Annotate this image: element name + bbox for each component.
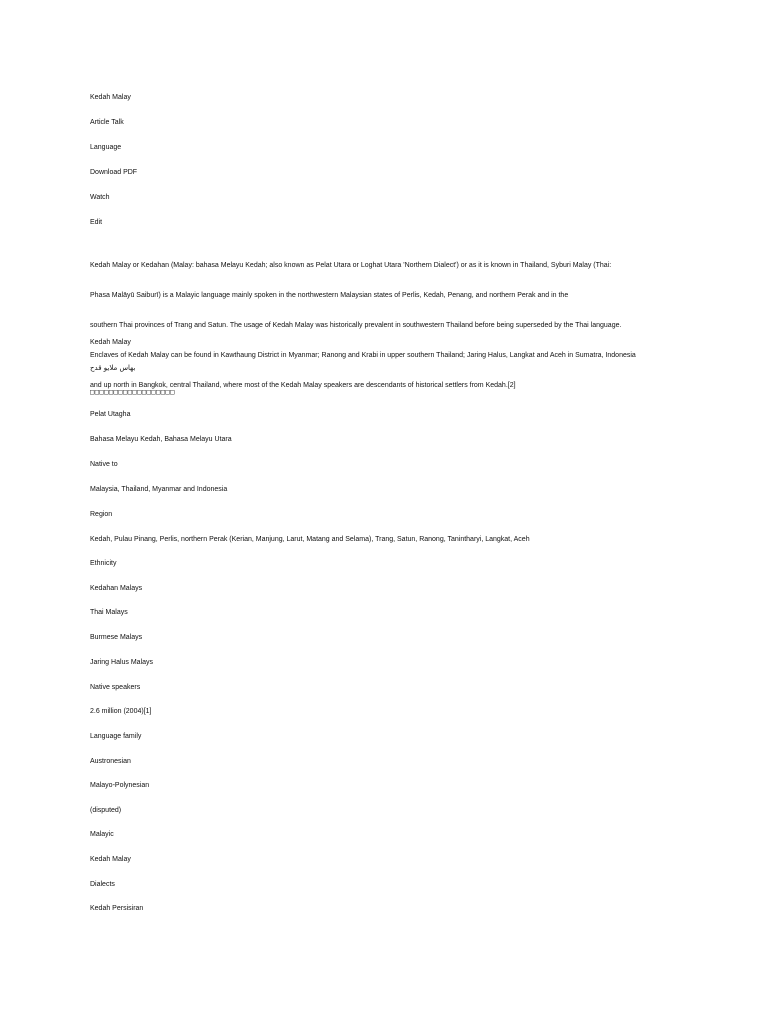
dialects-label: Dialects: [90, 881, 115, 888]
intro-line: southern Thai provinces of Trang and Satun. The usage of Kedah Malay was historically prevalent in southwestern Thailand before being superseded by the Thai language.: [90, 322, 622, 329]
ethnicity-label: Ethnicity: [90, 560, 117, 567]
native-to-value[interactable]: Malaysia, Thailand, Myanmar and Indonesia: [90, 486, 228, 493]
download-pdf-link[interactable]: Download PDF: [90, 169, 138, 176]
language-link[interactable]: Language: [90, 144, 122, 151]
region-label: Region: [90, 511, 113, 518]
infobox-thai-name: □□□□□□□□□□□□□□□□□□: [90, 388, 175, 396]
infobox-jawi-name: بهاس ملايو قدح: [90, 364, 136, 372]
language-family-item[interactable]: Malayo-Polynesian: [90, 782, 150, 789]
language-family-item: Kedah Malay: [90, 856, 131, 863]
edit-link[interactable]: Edit: [90, 219, 103, 226]
language-family-item[interactable]: Malayic: [90, 831, 114, 838]
infobox-local-name: Pelat Utagha: [90, 411, 131, 418]
intro-line: Phasa Malāyū Saiburī) is a Malayic language mainly spoken in the northwestern Malaysian states of Perlis, Kedah, Penang, and northern Perak and in the: [90, 292, 569, 299]
intro-line: Kedah Malay or Kedahan (Malay: bahasa Melayu Kedah; also known as Pelat Utara or Loghat Utara 'Northern Dialect') or as it is known in Thailand, Syburi Malay (Thai:: [90, 262, 612, 269]
intro-line: Enclaves of Kedah Malay can be found in Kawthaung District in Myanmar; Ranong and Krabi in upper southern Thailand; Jaring Halus, Langkat and Aceh in Sumatra, Indonesia: [90, 352, 636, 359]
intro-line: and up north in Bangkok, central Thailand, where most of the Kedah Malay speakers are descendants of historical settlers from Kedah.[2]: [90, 382, 516, 389]
intro-paragraph: [90, 241, 680, 411]
infobox-title: Kedah Malay: [90, 339, 131, 346]
watch-link[interactable]: Watch: [90, 194, 110, 201]
ethnicity-item[interactable]: Thai Malays: [90, 609, 128, 616]
ethnicity-item[interactable]: Burmese Malays: [90, 634, 143, 641]
ethnicity-item[interactable]: Jaring Halus Malays: [90, 659, 154, 666]
dialect-item[interactable]: Kedah Persisiran: [90, 905, 144, 912]
language-family-item[interactable]: Austronesian: [90, 758, 131, 765]
infobox-alt-names: Bahasa Melayu Kedah, Bahasa Melayu Utara: [90, 436, 232, 443]
native-speakers-label: Native speakers: [90, 684, 141, 691]
native-to-label: Native to: [90, 461, 118, 468]
ethnicity-item[interactable]: Kedahan Malays: [90, 585, 143, 592]
language-family-label: Language family: [90, 733, 142, 740]
region-value[interactable]: Kedah, Pulau Pinang, Perlis, northern Perak (Kerian, Manjung, Larut, Matang and Selama), Trang, Satun, Ranong, Tanintharyi, Langkat, Aceh: [90, 536, 530, 543]
page-title: Kedah Malay: [90, 94, 131, 101]
native-speakers-value: 2.6 million (2004)[1]: [90, 708, 152, 715]
tab-article-talk[interactable]: Article Talk: [90, 119, 124, 126]
language-family-item: (disputed): [90, 807, 122, 814]
